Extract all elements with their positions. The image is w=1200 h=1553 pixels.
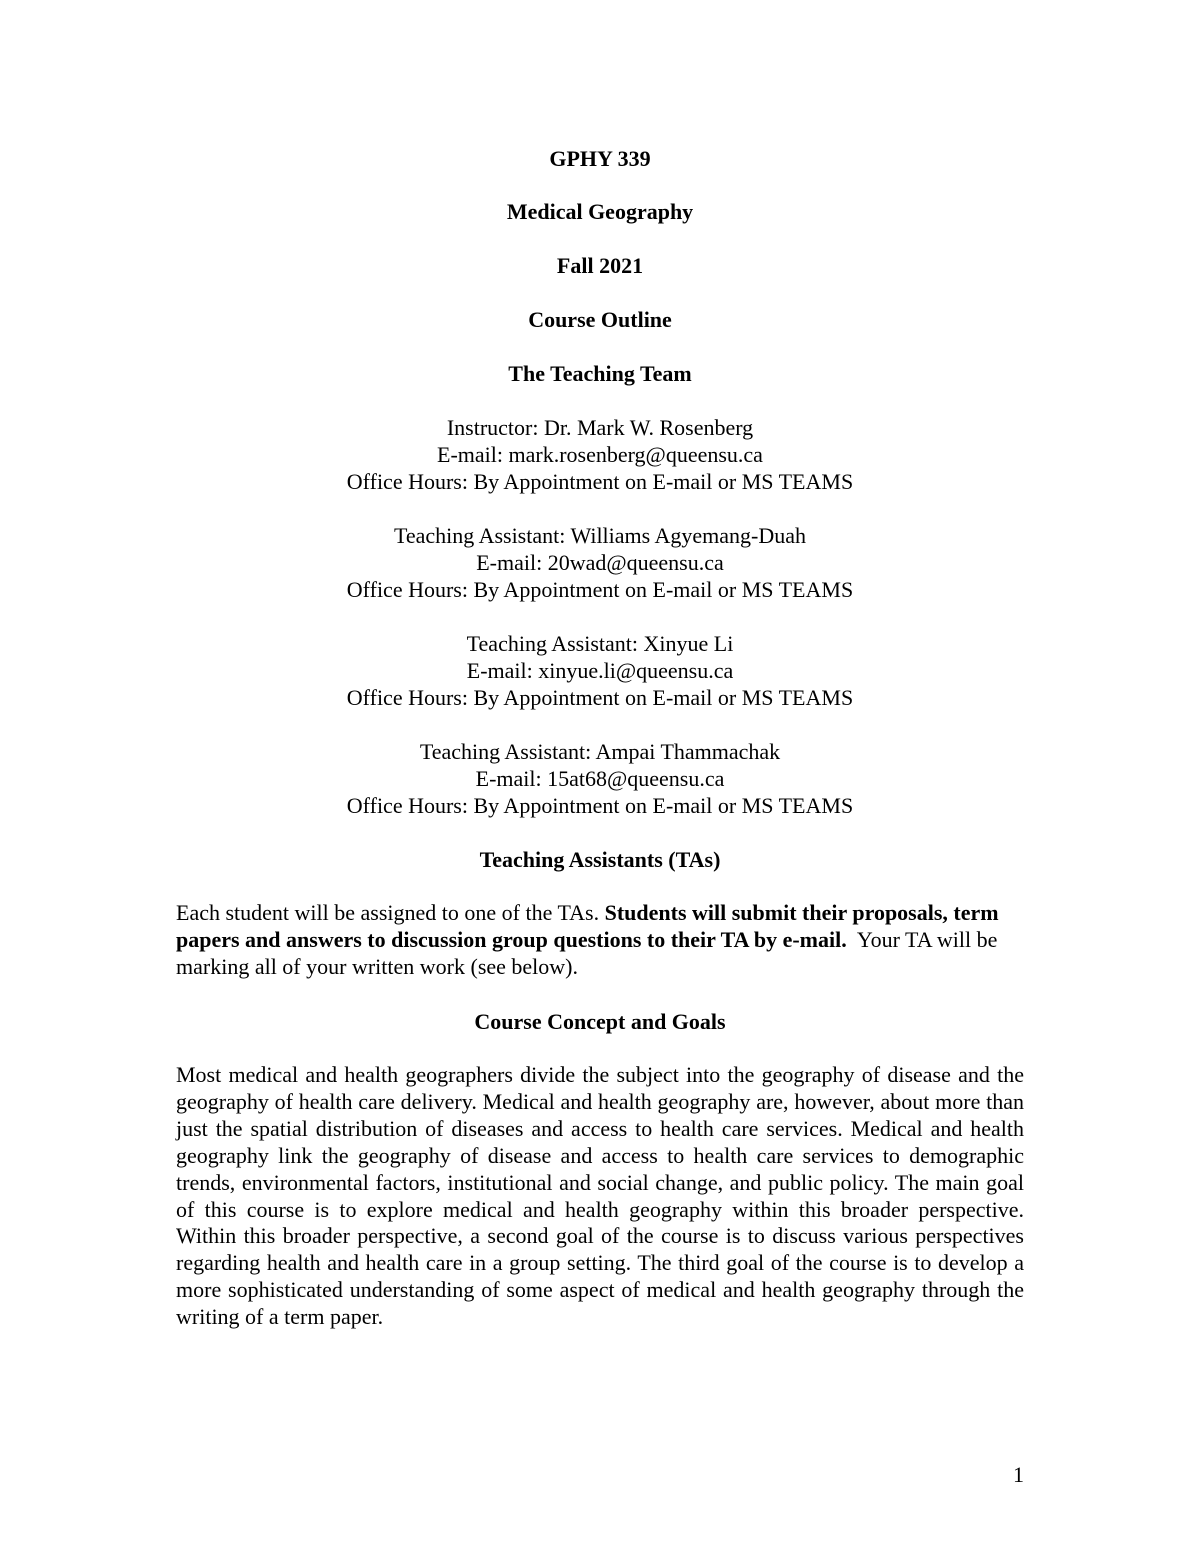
ta-3-email: E-mail: 15at68@queensu.ca	[475, 766, 725, 791]
tas-section-heading: Teaching Assistants (TAs)	[479, 847, 721, 872]
ta-2-email: E-mail: xinyue.li@queensu.ca	[466, 658, 734, 683]
ta-2-name: Teaching Assistant: Xinyue Li	[466, 631, 734, 656]
instructor-office-hours: Office Hours: By Appointment on E-mail or MS TEAMS	[346, 469, 854, 494]
course-term: Fall 2021	[556, 253, 644, 278]
goals-section-heading: Course Concept and Goals	[474, 1009, 726, 1034]
tas-intro-text: Each student will be assigned to one of the TAs.	[176, 900, 605, 925]
course-code: GPHY 339	[549, 146, 651, 171]
document-title: Course Outline	[528, 307, 672, 332]
teaching-team-heading: The Teaching Team	[508, 361, 692, 386]
ta-1-office-hours: Office Hours: By Appointment on E-mail or MS TEAMS	[346, 577, 854, 602]
tas-marking-text: Your TA will be marking all of your written work (see below).	[176, 926, 1003, 979]
ta-3-office-hours: Office Hours: By Appointment on E-mail or MS TEAMS	[346, 793, 854, 818]
goals-section-paragraph: Most medical and health geographers divide the subject into the geography of disease and the geography of health care delivery. Medical and health geography are, however, about more than just the spatial distribution of diseases and access to health care services. Medical and health geography link the geography of disease and access to health care services to demographic trends, environmental factors, institutional and social change, and public policy. The main goal of this course is to explore medical and health geography within this broader perspective. Within this broader perspective, a second goal of the course is to discuss various perspectives regarding health and health care in a group setting. The third goal of the course is to develop a more sophisticated understanding of some aspect of medical and health geography through the writing of a term paper.	[176, 1062, 1024, 1330]
instructor-email: E-mail: mark.rosenberg@queensu.ca	[437, 442, 763, 467]
page-number: 1	[1013, 1462, 1024, 1487]
ta-3-name: Teaching Assistant: Ampai Thammachak	[419, 739, 781, 764]
tas-section-paragraph	[176, 900, 1024, 981]
tas-submission-instruction: Students will submit their proposals, term papers and answers to discussion group questions to their TA by e-mail.	[176, 900, 999, 952]
course-name: Medical Geography	[506, 199, 694, 224]
ta-1-email: E-mail: 20wad@queensu.ca	[476, 550, 724, 575]
instructor-name: Instructor: Dr. Mark W. Rosenberg	[446, 415, 754, 440]
ta-2-office-hours: Office Hours: By Appointment on E-mail or MS TEAMS	[346, 685, 854, 710]
ta-1-name: Teaching Assistant: Williams Agyemang-Duah	[393, 523, 807, 548]
